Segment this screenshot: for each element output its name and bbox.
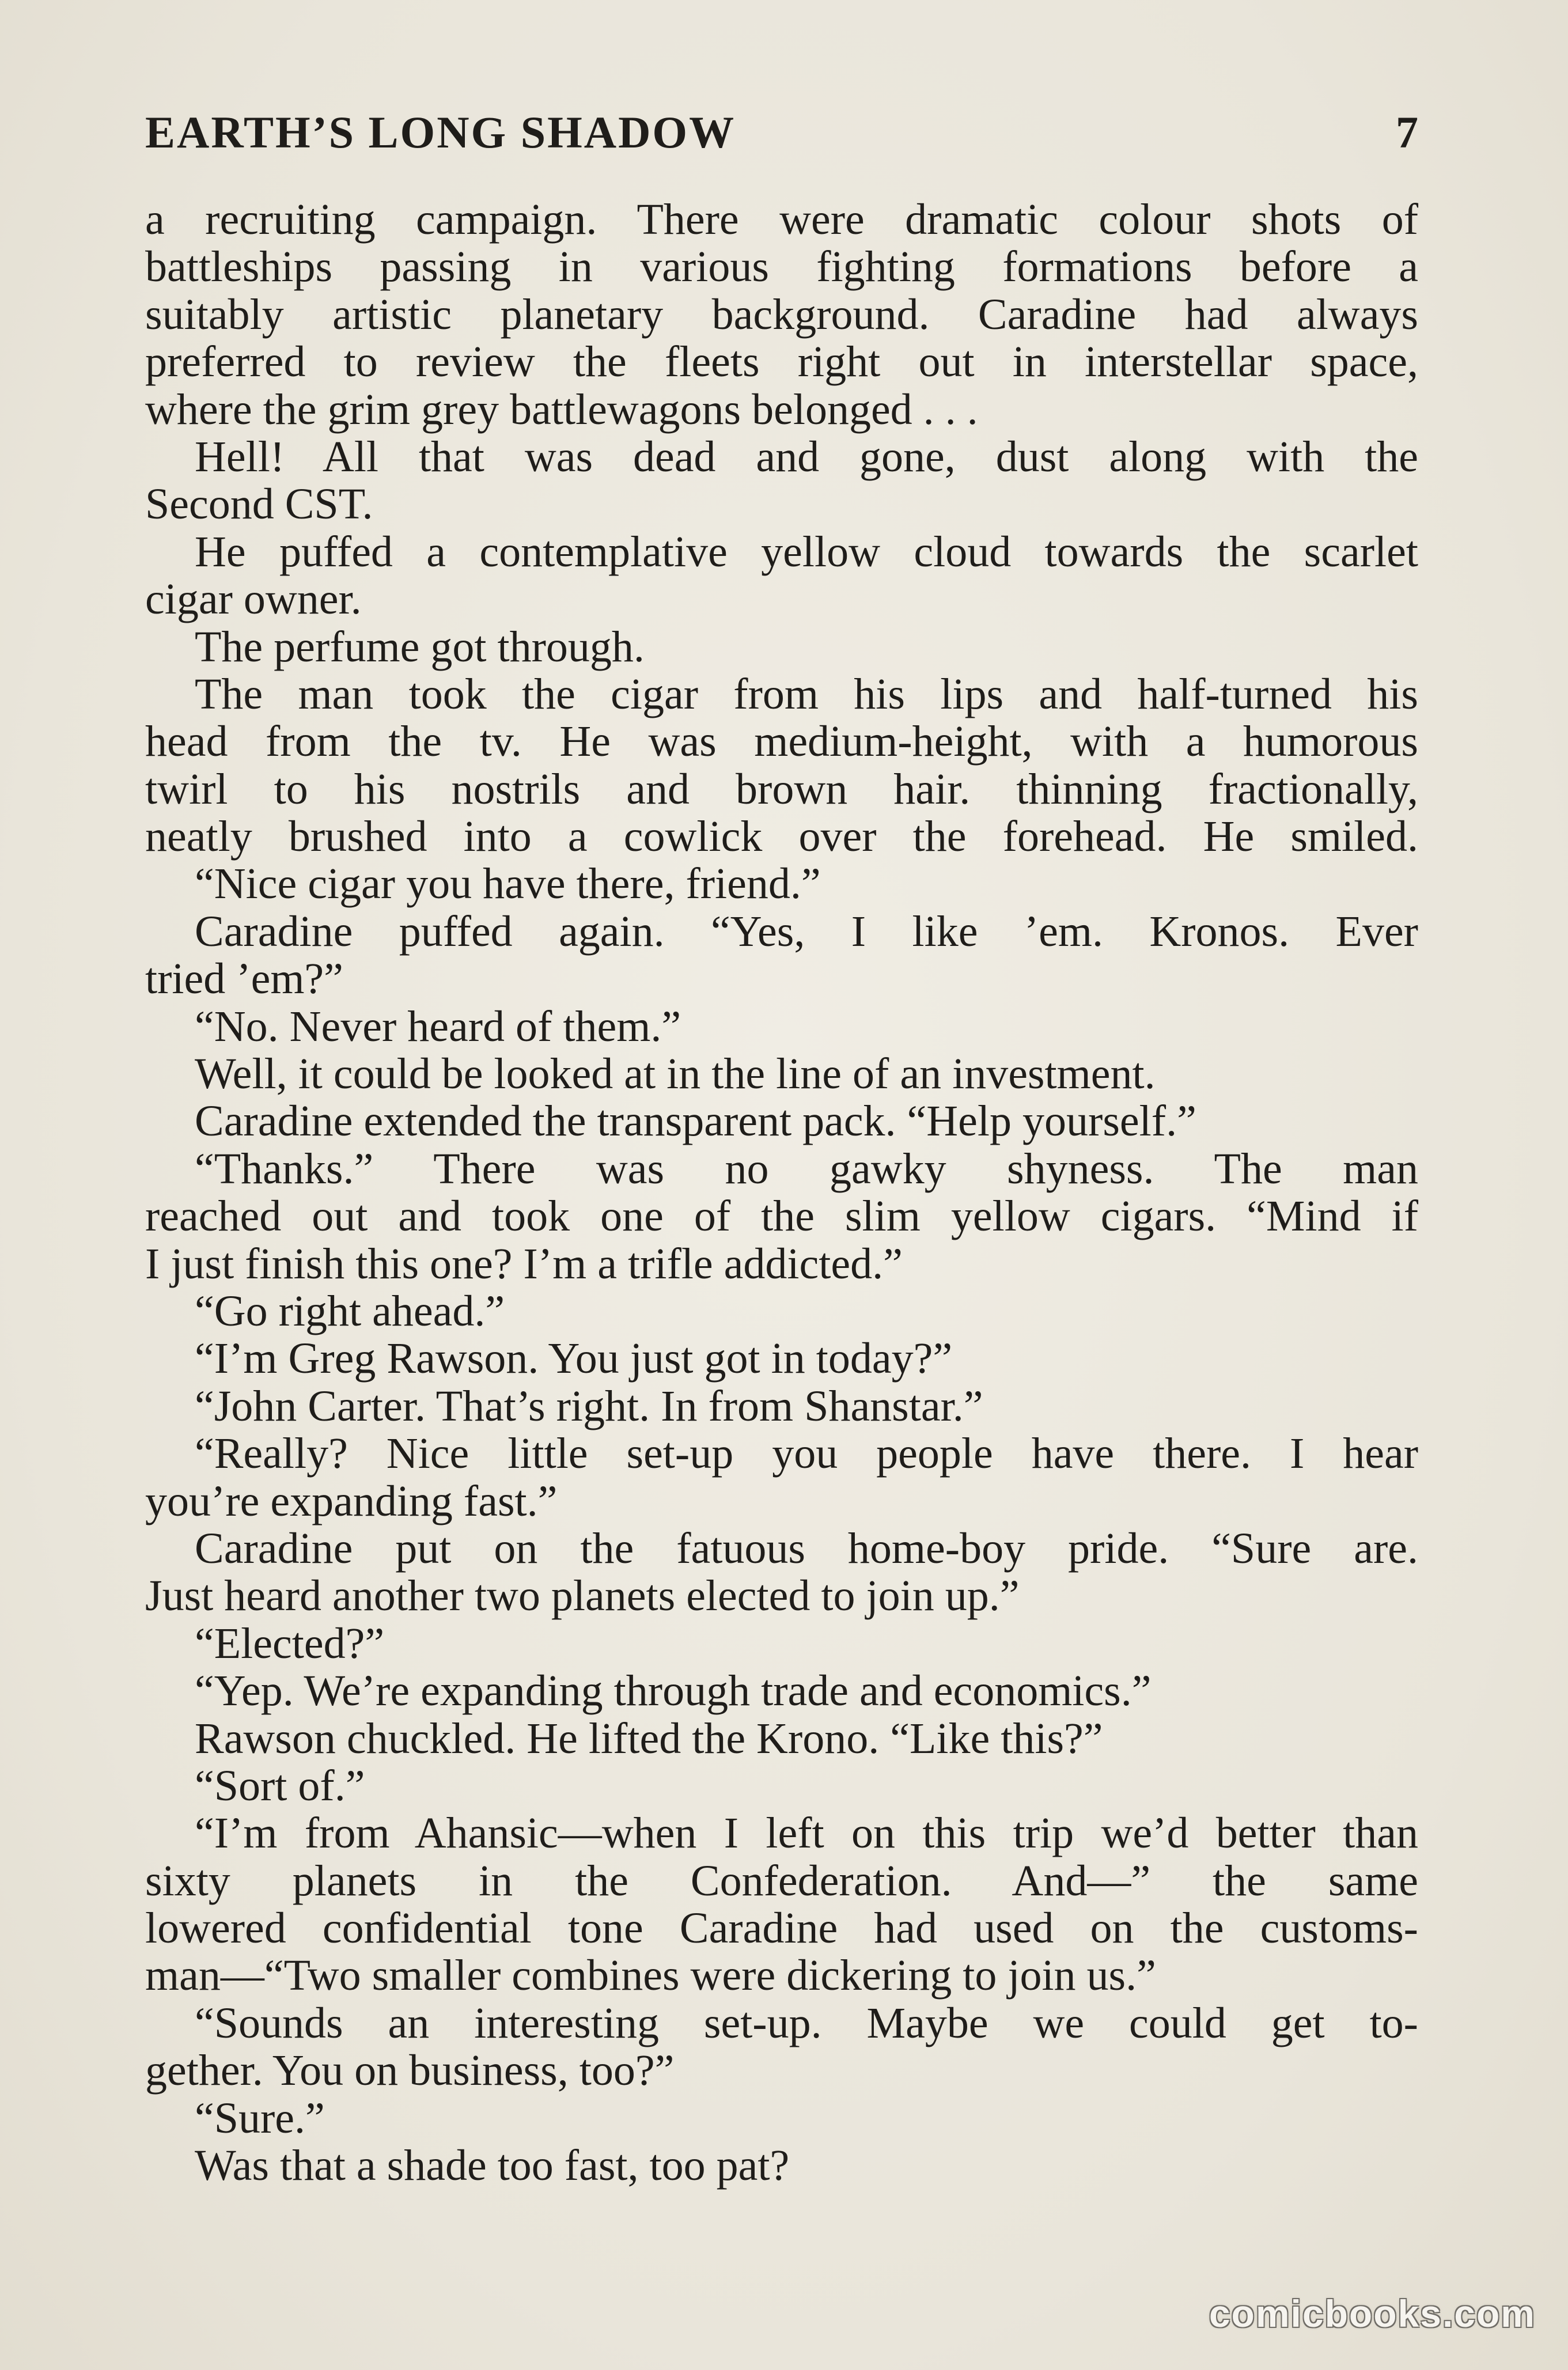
text-line: “I’m from Ahansic—when I left on this trip we’d better than	[195, 1809, 1418, 1858]
text-line: reached out and took one of the slim yellow cigars. “Mind if	[145, 1192, 1418, 1241]
text-line: where the grim grey battlewagons belonged . . .	[145, 385, 978, 434]
text-line: “Sounds an interesting set-up. Maybe we could get to-	[195, 1998, 1418, 2047]
text-line: neatly brushed into a cowlick over the forehead. He smiled.	[145, 812, 1418, 861]
text-line: battleships passing in various fighting formations before a	[145, 243, 1418, 291]
text-line: man—“Two smaller combines were dickering to join us.”	[145, 1951, 1156, 2000]
text-line: Was that a shade too fast, too pat?	[195, 2141, 790, 2190]
text-line: Rawson chuckled. He lifted the Krono. “Like this?”	[195, 1714, 1103, 1763]
text-line: you’re expanding fast.”	[145, 1476, 558, 1525]
text-line: Caradine extended the transparent pack. “Help yourself.”	[195, 1097, 1196, 1146]
text-line: twirl to his nostrils and brown hair. thinning fractionally,	[145, 764, 1418, 813]
text-line: head from the tv. He was medium-height, with a humorous	[145, 717, 1418, 766]
text-line: “I’m Greg Rawson. You just got in today?”	[195, 1334, 953, 1383]
text-line: gether. You on business, too?”	[145, 2046, 675, 2095]
running-head	[145, 101, 1418, 164]
text-line: sixty planets in the Confederation. And—” the same	[145, 1856, 1418, 1905]
text-line: He puffed a contemplative yellow cloud towards the scarlet	[195, 527, 1418, 576]
text-line: suitably artistic planetary background. Caradine had always	[145, 290, 1418, 339]
text-line: Hell! All that was dead and gone, dust along with the	[195, 432, 1418, 481]
text-line: “Thanks.” There was no gawky shyness. The man	[195, 1144, 1418, 1193]
text-line: “Sort of.”	[195, 1761, 365, 1810]
page-number: 7	[1396, 107, 1418, 157]
text-line: lowered confidential tone Caradine had used on the customs-	[145, 1904, 1418, 1953]
text-line: “Go right ahead.”	[195, 1286, 505, 1335]
text-line: cigar owner.	[145, 575, 362, 624]
text-line: “Nice cigar you have there, friend.”	[195, 860, 821, 908]
text-line: Caradine put on the fatuous home-boy pride. “Sure are.	[195, 1524, 1418, 1573]
text-line: “Really? Nice little set-up you people have there. I hear	[195, 1429, 1418, 1478]
text-line: “John Carter. That’s right. In from Shanstar.”	[195, 1381, 983, 1430]
text-line: a recruiting campaign. There were dramatic colour shots of	[145, 195, 1418, 244]
text-line: “Sure.”	[195, 2093, 325, 2142]
text-line: The perfume got through.	[195, 622, 645, 671]
text-line: preferred to review the fleets right out in interstellar space,	[145, 338, 1418, 387]
text-line: tried ’em?”	[145, 955, 343, 1004]
text-line: “No. Never heard of them.”	[195, 1002, 681, 1051]
text-line: The man took the cigar from his lips and half-turned his	[195, 669, 1418, 718]
text-line: “Yep. We’re expanding through trade and economics.”	[195, 1667, 1152, 1716]
text-line: Just heard another two planets elected to join up.”	[145, 1572, 1020, 1621]
text-line: Well, it could be looked at in the line of an investment.	[195, 1050, 1156, 1099]
body-text	[145, 196, 1418, 2189]
text-line: “Elected?”	[195, 1619, 385, 1668]
text-line: Caradine puffed again. “Yes, I like ’em. Kronos. Ever	[195, 907, 1418, 956]
running-title: EARTH’S LONG SHADOW	[145, 107, 736, 157]
text-line: I just finish this one? I’m a trifle addicted.”	[145, 1239, 903, 1288]
text-line: Second CST.	[145, 480, 373, 529]
watermark: comicbooks.com	[1209, 2292, 1536, 2335]
